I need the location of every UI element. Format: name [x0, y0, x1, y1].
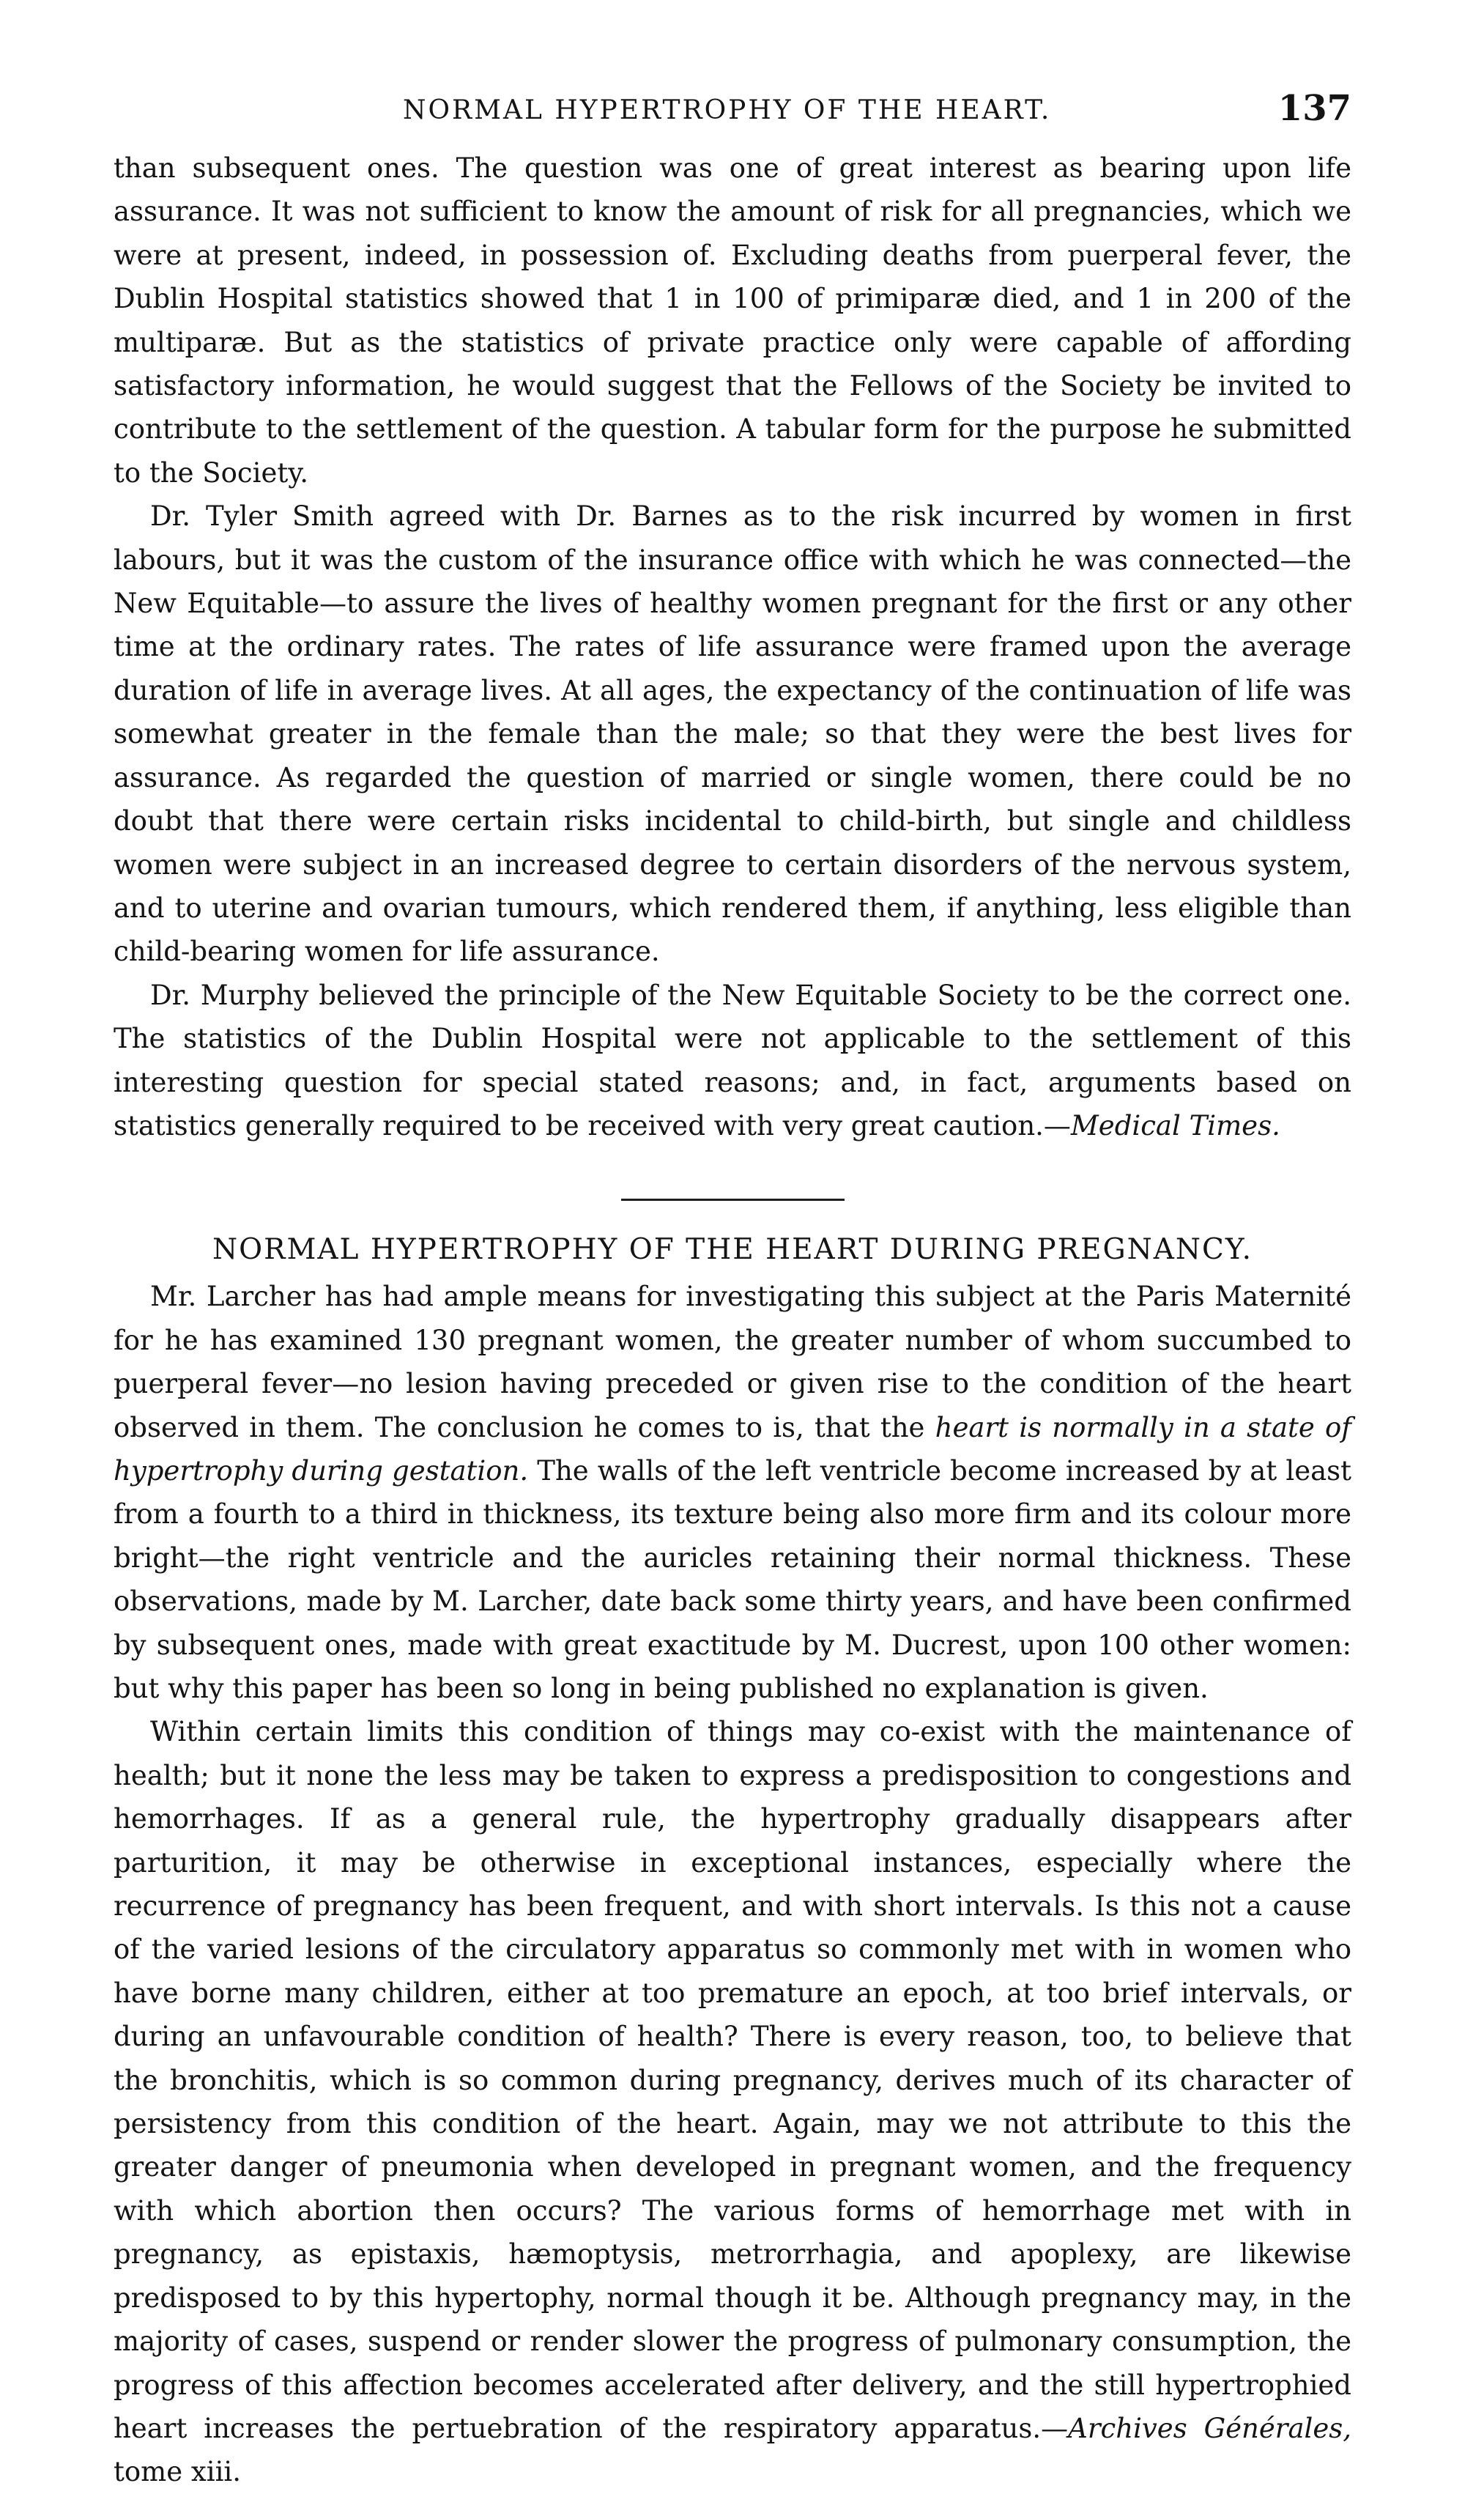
paragraph-tyler-smith: Dr. Tyler Smith agreed with Dr. Barnes as to the risk incurred by women in first labours, but it was the custom of the insurance office with which he was connected—the New Equitable—to assure the lives of healthy women pregnant for the first or any other time at the ordinary rates. The rates of life assurance were framed upon the average duration of life in average lives. At all ages, the expectancy of the continuation of life was somewhat greater in the female than the male; so that they were the best lives for assurance. As regarded the question of married or single women, there could be no doubt that there were certain risks incidental to child-birth, but single and childless women were subject in an increased degree to certain disorders of the nervous system, and to uterine and ovarian tumours, which rendered them, if anything, less eligible than child-bearing women for life assurance. [114, 500, 1351, 968]
paragraph-larcher-emphasis: heart is normally in a state of hypertrophy during gestation. [114, 1411, 1351, 1487]
running-head [114, 88, 1351, 147]
paragraph-within-limits [114, 1710, 1351, 2493]
source-citation-archives: Archives Générales, [1068, 2412, 1351, 2444]
page-number: 137 [1277, 88, 1351, 129]
section-title: NORMAL HYPERTROPHY OF THE HEART DURING PREGNANCY. [212, 1233, 1253, 1267]
article-continued [114, 147, 1351, 1147]
paragraph-within-limits-text: Within certain limits this condition of things may co-exist with the maintenance of health; but it none the less may be taken to express a predisposition to congestions and hemorrhages. If as a general rule, the hypertrophy gradually disappears after parturition, it may be otherwise in exceptional instances, especially where the recurrence of pregnancy has been frequent, and with short intervals. Is this not a cause of the varied lesions of the circulatory apparatus so commonly met with in women who have borne many children, either at too premature an epoch, at too brief intervals, or during an unfavourable condition of health? There is every reason, too, to believe that the bronchitis, which is so common during pregnancy, derives much of its character of persistency from this condition of the heart. Again, may we not attribute to this the greater danger of pneumonia when developed in pregnant women, and the frequency with which abortion then occurs? The various forms of hemorrhage met with in pregnancy, as epistaxis, hæmoptysis, metrorrhagia, and apoplexy, are likewise predisposed to by this hypertophy, normal though it be. Although pregnancy may, in the majority of cases, suspend or render slower the progress of pulmonary consumption, the progress of this affection becomes accelerated after delivery, and the still hypertrophied heart increases the pertuebration of the respiratory apparatus.— [114, 1716, 1351, 2444]
article-hypertrophy [114, 1233, 1351, 2493]
section-divider [621, 1199, 845, 1201]
paragraph-larcher-before: Mr. Larcher has had ample means for investigating this subject at the Paris Maternité for he has examined 130 pregnant women, the greater number of whom succumbed to puerperal fever—no lesion having preceded or given rise to the condition of the heart observed in them. The conclusion he comes to is, that the [114, 1281, 1351, 1443]
paragraph-murphy [114, 974, 1351, 1148]
running-title: NORMAL HYPERTROPHY OF THE HEART. [403, 95, 1052, 125]
paragraph-larcher-after: The walls of the left ventricle become increased by at least from a fourth to a third in thickness, its texture being also more firm and its colour more bright—the right ventricle and the auricles retaining their normal thickness. These observations, made by M. Larcher, date back some thirty years, and have been confirmed by subsequent ones, made with great exactitude by M. Ducrest, upon 100 other women: but why this paper has been so long in being published no explanation is given. [114, 1454, 1352, 1704]
source-citation: Medical Times. [1070, 1109, 1280, 1141]
journal-page [114, 88, 1351, 2494]
paragraph-murphy-text: Dr. Murphy believed the principle of the New Equitable Society to be the correct one. The statistics of the Dublin Hospital were not applicable to the settlement of this interesting question for special stated reasons; and, in fact, arguments based on statistics generally required to be received with very great caution.— [114, 979, 1351, 1141]
paragraph-larcher [114, 1275, 1351, 1710]
paragraph-continuation: than subsequent ones. The question was one of great interest as bearing upon life assurance. It was not sufficient to know the amount of risk for all pregnancies, which we were at present, indeed, in possession of. Excluding deaths from puerperal fever, the Dublin Hospital statistics showed that 1 in 100 of primiparæ died, and 1 in 200 of the multiparæ. But as the statistics of private practice only were capable of affording satisfactory information, he would suggest that the Fellows of the Society be invited to contribute to the settlement of the question. A tabular form for the purpose he submitted to the Society. [114, 152, 1351, 489]
source-citation-volume: tome xiii. [114, 2456, 242, 2488]
